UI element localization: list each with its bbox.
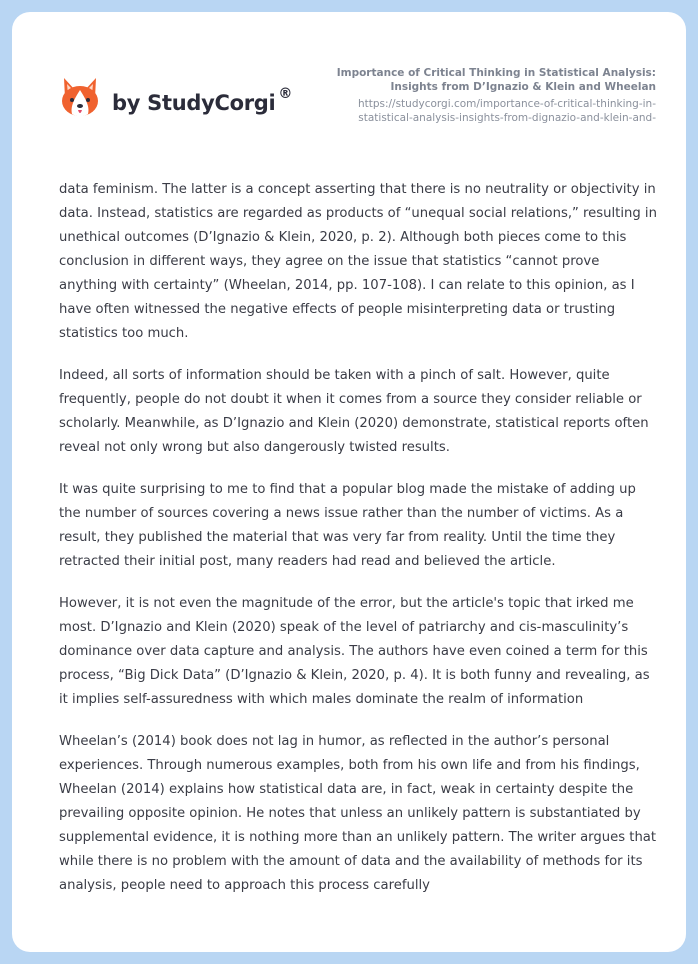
document-url[interactable]: https://studycorgi.com/importance-of-critical-thinking-in-statistical-analysis-insights-from-dignazio-and-klein-and- <box>357 98 656 124</box>
paragraph: data feminism. The latter is a concept asserting that there is no neutrality or objectivity in data. Instead, statistics are regarded as products of “unequal social relations,” resulting in unethical outcomes (D’Ignazio & Klein, 2020, p. 2). Although both pieces come to this conclusion in different ways, they agree on the issue that statistics “cannot prove anything with certainty” (Wheelan, 2014, pp. 107-108). I can relate to this opinion, as I have often witnessed the negative effects of people misinterpreting data or trusting statistics too much. <box>59 182 657 341</box>
paragraph: Wheelan’s (2014) book does not lag in humor, as reflected in the author’s personal experiences. Through numerous examples, both from his own life and from his findings, Wheelan (2014) explains how statistical data are, in fact, weak in certainty despite the prevailing opposite opinion. He notes that unless an unlikely pattern is substantiated by supplemental evidence, it is nothing more than an unlikely pattern. The writer argues that while there is no problem with the amount of data and the availability of methods for its analysis, people need to approach this process carefully <box>59 734 657 893</box>
paragraph: Indeed, all sorts of information should be taken with a pinch of salt. However, quite frequently, people do not doubt it when it comes from a source they consider reliable or scholarly. Meanwhile, as D’Ignazio and Klein (2020) demonstrate, statistical reports often reveal not only wrong but also dangerously twisted results. <box>59 368 649 455</box>
corgi-logo-icon <box>60 76 100 120</box>
brand-text: by StudyCorgi <box>112 90 276 115</box>
document-meta <box>316 66 656 125</box>
paragraph: It was quite surprising to me to find that a popular blog made the mistake of adding up the number of sources covering a news issue rather than the number of victims. As a result, they published the material that was very far from reality. Until the time they retracted their initial post, many readers had read and believed the article. <box>59 482 636 569</box>
brand-name <box>112 85 293 115</box>
document-title: Importance of Critical Thinking in Statistical Analysis: Insights from D’Ignazio & Klein and Wheelan <box>336 67 656 93</box>
essay-body <box>59 178 659 916</box>
document-page <box>12 12 686 952</box>
studycorgi-logo[interactable] <box>60 76 292 120</box>
registered-mark: ® <box>278 85 293 102</box>
paragraph: However, it is not even the magnitude of the error, but the article's topic that irked me most. D’Ignazio and Klein (2020) speak of the level of patriarchy and cis-masculinity’s dominance over data capture and analysis. The authors have even coined a term for this process, “Big Dick Data” (D’Ignazio & Klein, 2020, p. 4). It is both funny and revealing, as it implies self-assuredness with which males dominate the realm of information <box>59 596 650 707</box>
